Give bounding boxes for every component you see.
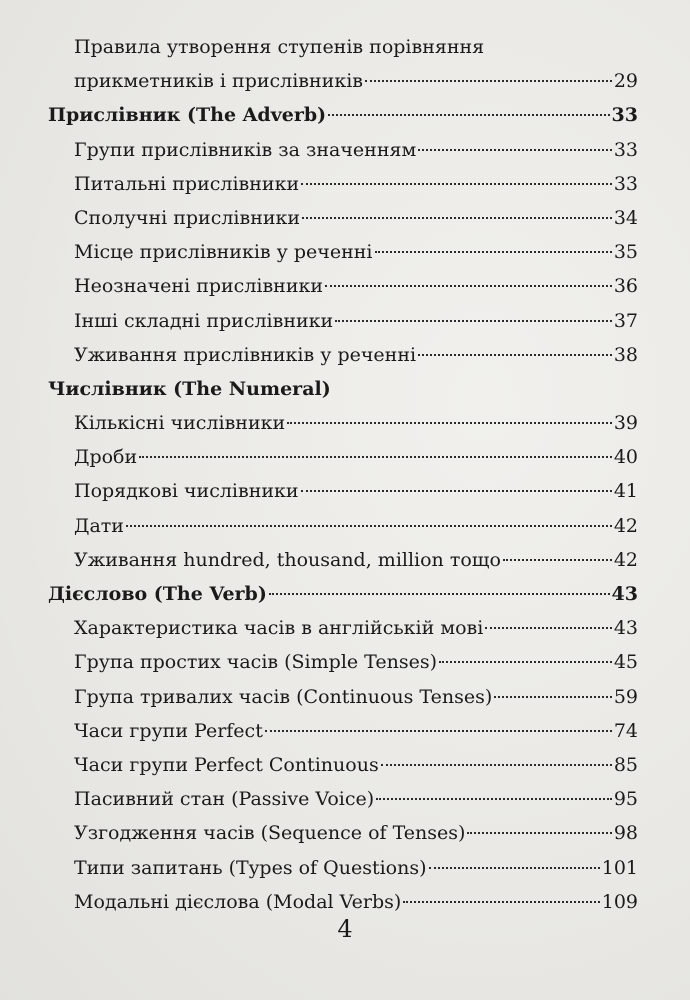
toc-entry-page: 40	[613, 446, 638, 469]
toc-entry	[48, 440, 638, 474]
toc-entry	[48, 509, 638, 543]
toc-entry-page: 34	[613, 206, 638, 229]
toc-entry	[48, 304, 638, 338]
toc-entry-page: 42	[613, 548, 638, 571]
toc-entry-title: Неозначені прислівники	[74, 275, 324, 298]
toc-entry-title: Інші складні прислівники	[74, 309, 334, 332]
toc-entry-title: Кількісні числівники	[74, 412, 286, 435]
toc-entry	[48, 816, 638, 850]
toc-entry-page: 85	[613, 753, 638, 776]
toc-entry-title: Модальні дієслова (Modal Verbs)	[74, 890, 402, 913]
toc-entry-page: 59	[613, 685, 638, 708]
toc-entry-title: Дроби	[74, 446, 138, 469]
page-number: 4	[337, 915, 353, 943]
toc-entry-title: Питальні прислівники	[74, 172, 300, 195]
toc-entry-title: Характеристика часів в англійській мові	[74, 617, 484, 640]
dot-leader	[139, 456, 612, 458]
toc-entry-page: 74	[613, 719, 638, 742]
toc-entry	[48, 885, 638, 919]
toc-entry-title: Прислівник (The Adverb)	[48, 104, 327, 127]
toc-entry-title: Групи прислівників за значенням	[74, 138, 417, 161]
toc-section-entry	[48, 98, 638, 132]
toc-entry-page: 33	[613, 172, 638, 195]
toc-entry-title: Група простих часів (Simple Tenses)	[74, 651, 438, 674]
toc-entry-title: Правила утворення ступенів порівняння	[74, 36, 485, 58]
toc-entry	[48, 782, 638, 816]
toc-entry-page: 95	[613, 788, 638, 811]
toc-entry	[48, 64, 638, 98]
toc-entry	[48, 611, 638, 645]
toc-entry-title: Узгодження часів (Sequence of Tenses)	[74, 822, 466, 845]
toc-entry-page: 38	[613, 343, 638, 366]
dot-leader	[302, 217, 612, 219]
toc-entry	[48, 269, 638, 303]
toc-entry-page: 33	[613, 138, 638, 161]
toc-entry-page: 43	[611, 583, 638, 605]
toc-entry	[48, 680, 638, 714]
toc-entry	[48, 338, 638, 372]
toc-entry-title: Сполучні прислівники	[74, 206, 301, 229]
toc-section-entry	[48, 577, 638, 611]
dot-leader	[467, 832, 611, 834]
dot-leader	[503, 559, 612, 561]
dot-leader	[287, 422, 612, 424]
toc-entry	[48, 406, 638, 440]
toc-entry	[48, 474, 638, 508]
toc-entry-title: Дати	[74, 514, 124, 537]
toc-entry-page: 29	[613, 70, 638, 93]
dot-leader	[301, 183, 612, 185]
toc-entry	[48, 748, 638, 782]
toc-entry-title: прикметників і прислівників	[74, 70, 363, 93]
dot-leader	[335, 320, 612, 322]
toc-entry-page: 39	[613, 412, 638, 435]
dot-leader	[494, 696, 612, 698]
dot-leader	[375, 251, 612, 253]
toc-entry-title: Уживання hundred, thousand, million тощо	[74, 548, 501, 571]
toc-entry-title: Часи групи Perfect Continuous	[74, 753, 379, 776]
dot-leader	[485, 627, 611, 629]
toc-entry	[48, 201, 638, 235]
toc-entry	[48, 714, 638, 748]
toc-entry-page: 42	[613, 514, 638, 537]
dot-leader	[126, 525, 612, 527]
dot-leader	[376, 798, 612, 800]
toc-entry-page: 41	[613, 480, 638, 503]
toc-entry	[48, 30, 638, 64]
toc-entry-page: 35	[613, 241, 638, 264]
dot-leader	[328, 114, 609, 116]
toc-entry-title: Числівник (The Numeral)	[48, 377, 331, 400]
dot-leader	[265, 730, 612, 732]
toc-entry-page: 101	[601, 856, 638, 879]
dot-leader	[325, 285, 612, 287]
toc-entry	[48, 133, 638, 167]
dot-leader	[269, 593, 610, 595]
toc-entry-title: Група тривалих часів (Continuous Tenses)	[74, 685, 493, 708]
toc-entry	[48, 235, 638, 269]
dot-leader	[381, 764, 612, 766]
toc-entry-title: Пасивний стан (Passive Voice)	[74, 788, 375, 811]
toc-entry-page: 33	[611, 104, 638, 127]
toc-entry-page: 36	[613, 275, 638, 298]
toc-entry-title: Уживання прислівників у реченні	[74, 343, 417, 366]
toc-entry	[48, 851, 638, 885]
dot-leader	[429, 867, 600, 869]
dot-leader	[439, 661, 612, 663]
dot-leader	[301, 490, 612, 492]
toc-entry	[48, 167, 638, 201]
toc-entry-page: 43	[613, 617, 638, 640]
toc-entry	[48, 645, 638, 679]
toc-entry-page: 45	[613, 651, 638, 674]
dot-leader	[403, 901, 599, 903]
toc-entry-page: 98	[613, 822, 638, 845]
toc-entry-title: Часи групи Perfect	[74, 719, 263, 742]
toc-entry-page: 37	[613, 309, 638, 332]
table-of-contents	[48, 30, 638, 919]
toc-entry-page: 109	[601, 890, 638, 913]
dot-leader	[418, 149, 612, 151]
toc-section-entry	[48, 372, 638, 406]
dot-leader	[418, 354, 612, 356]
toc-entry	[48, 543, 638, 577]
dot-leader	[365, 80, 612, 82]
toc-entry-title: Типи запитань (Types of Questions)	[74, 856, 427, 879]
toc-entry-title: Дієслово (The Verb)	[48, 583, 267, 605]
toc-entry-title: Місце прислівників у реченні	[74, 241, 373, 264]
toc-entry-title: Порядкові числівники	[74, 480, 299, 503]
